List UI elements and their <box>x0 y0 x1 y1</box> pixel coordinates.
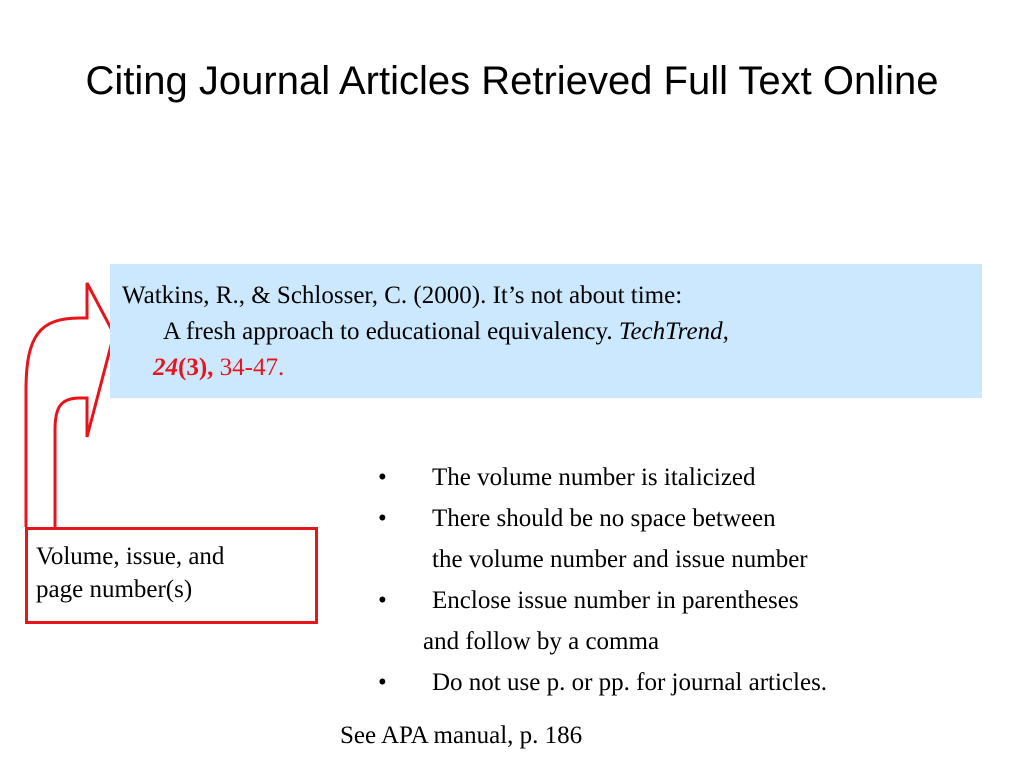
bullet-text: Enclose issue number in parentheses <box>432 587 799 614</box>
bullet-continuation: the volume number and issue number <box>432 546 808 573</box>
list-item <box>378 457 827 498</box>
bullet-text: Do not use p. or pp. for journal articles. <box>432 669 828 696</box>
citation-line-3 <box>122 350 982 386</box>
citation-issue: (3), <box>178 354 214 381</box>
callout-label-line-1: Volume, issue, and <box>36 543 225 570</box>
citation-box <box>110 264 982 398</box>
bullet-marker: • <box>378 669 387 696</box>
callout-label-box <box>25 527 318 624</box>
callout-label-line-2: page number(s) <box>36 576 193 603</box>
citation-article-title: A fresh approach to educational equivalency. <box>163 318 619 345</box>
page-title: Citing Journal Articles Retrieved Full Text Online <box>85 59 939 103</box>
list-item <box>378 498 827 539</box>
bullet-list <box>378 457 827 703</box>
bullet-continuation: and follow by a comma <box>423 628 660 655</box>
bullet-text: The volume number is italicized <box>432 464 756 491</box>
footer-reference: See APA manual, p. 186 <box>340 722 583 749</box>
citation-volume: 24 <box>153 354 178 381</box>
bullet-marker: • <box>378 587 387 614</box>
bullet-text: There should be no space between <box>432 505 776 532</box>
citation-pages: 34-47. <box>213 354 285 381</box>
list-item <box>378 662 827 703</box>
citation-line-2 <box>122 314 982 350</box>
bullet-marker: • <box>378 505 387 532</box>
list-item <box>378 580 827 621</box>
bullet-marker: • <box>378 464 387 491</box>
citation-line-1: Watkins, R., & Schlosser, C. (2000). It’s not about time: <box>122 282 683 309</box>
citation-journal-name: TechTrend, <box>618 318 729 345</box>
